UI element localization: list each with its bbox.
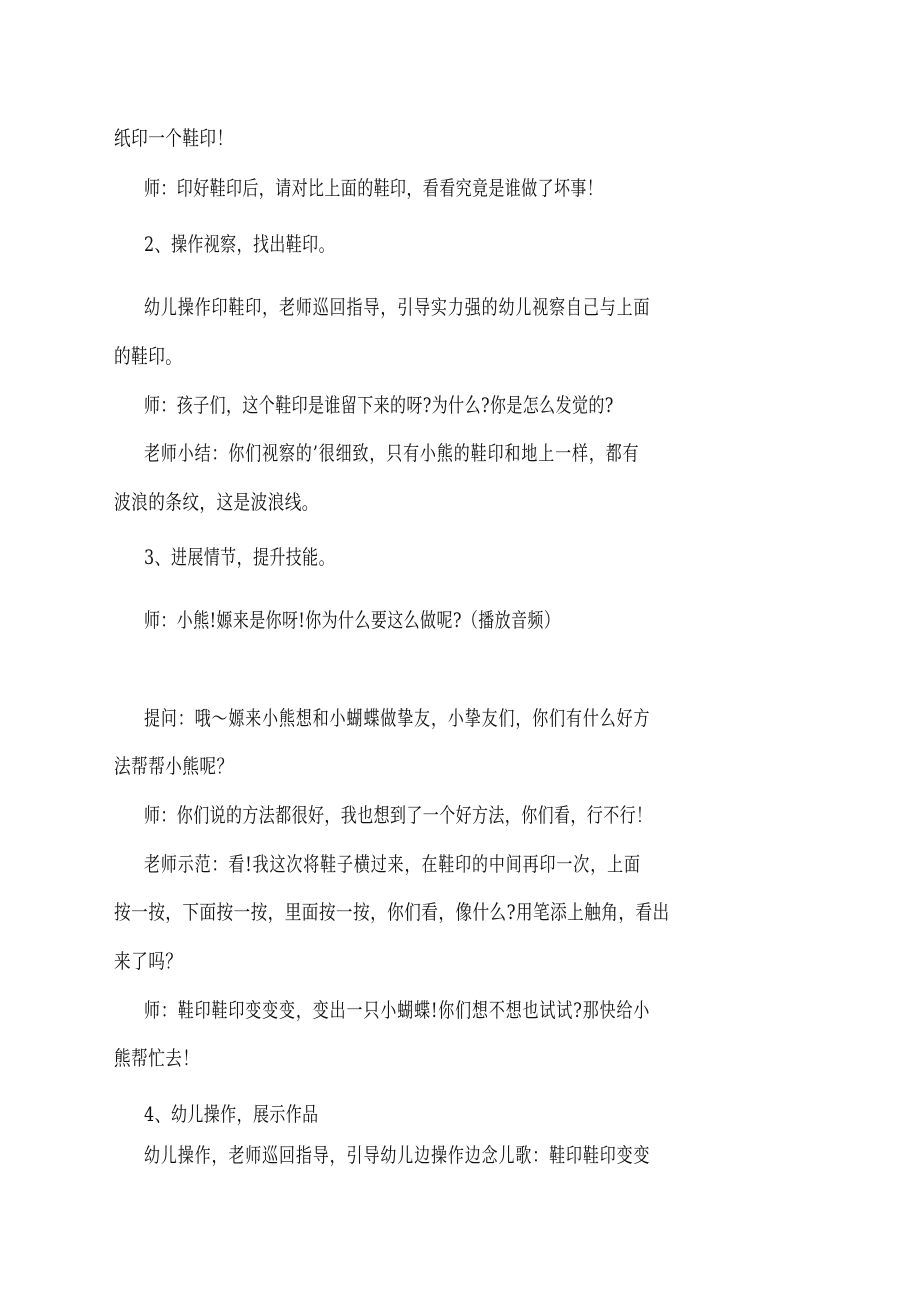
text-line: 幼儿操作，老师巡回指导，引导幼儿边操作边念儿歌：鞋印鞋印变变 — [144, 1143, 651, 1167]
text-line: 来了吗？ — [114, 949, 183, 973]
text-line: 老师示范：看!我这次将鞋子横过来，在鞋印的中间再印一次，上面 — [144, 852, 641, 876]
text-line: 老师小结：你们视察的’很细致，只有小熊的鞋印和地上一样，都有 — [144, 441, 640, 465]
text-line: 的鞋印。 — [114, 344, 183, 368]
text-line: 师：小熊!嫄来是你呀!你为什么要这么做呢?（播放音频） — [144, 608, 561, 632]
section-heading: 2、操作视察，找出鞋印。 — [144, 232, 335, 256]
text-line: 师：鞋印鞋印变变变，变出一只小蝴蝶!你们想不想也试试?那快给小 — [144, 998, 651, 1022]
section-heading: 4、幼儿操作，展示作品 — [144, 1102, 319, 1126]
text-line: 按一按，下面按一按，里面按一按，你们看，像什么?用笔添上触角，看出 — [114, 900, 670, 924]
text-line: 熊帮忙去！ — [114, 1046, 200, 1070]
text-line: 纸印一个鞋印！ — [114, 126, 234, 150]
text-line: 师：孩子们，这个鞋印是谁留下来的呀?为什么?你是怎么发觉的? — [144, 393, 614, 417]
text-line: 提问：哦～嫄来小熊想和小蝴蝶做挚友，小挚友们，你们有什么好方 — [144, 706, 651, 730]
text-line: 幼儿操作印鞋印，老师巡回指导，引导实力强的幼儿视察自己与上面 — [144, 295, 651, 319]
text-line: 师：印好鞋印后，请对比上面的鞋印，看看究竟是谁做了坏事！ — [144, 176, 604, 200]
section-heading: 3、进展情节，提升技能。 — [144, 545, 335, 569]
text-line: 波浪的条纹，这是波浪线。 — [114, 490, 319, 514]
text-line: 法帮帮小熊呢？ — [114, 754, 234, 778]
text-line: 师：你们说的方法都很好，我也想到了一个好方法，你们看，行不行！ — [144, 803, 653, 827]
